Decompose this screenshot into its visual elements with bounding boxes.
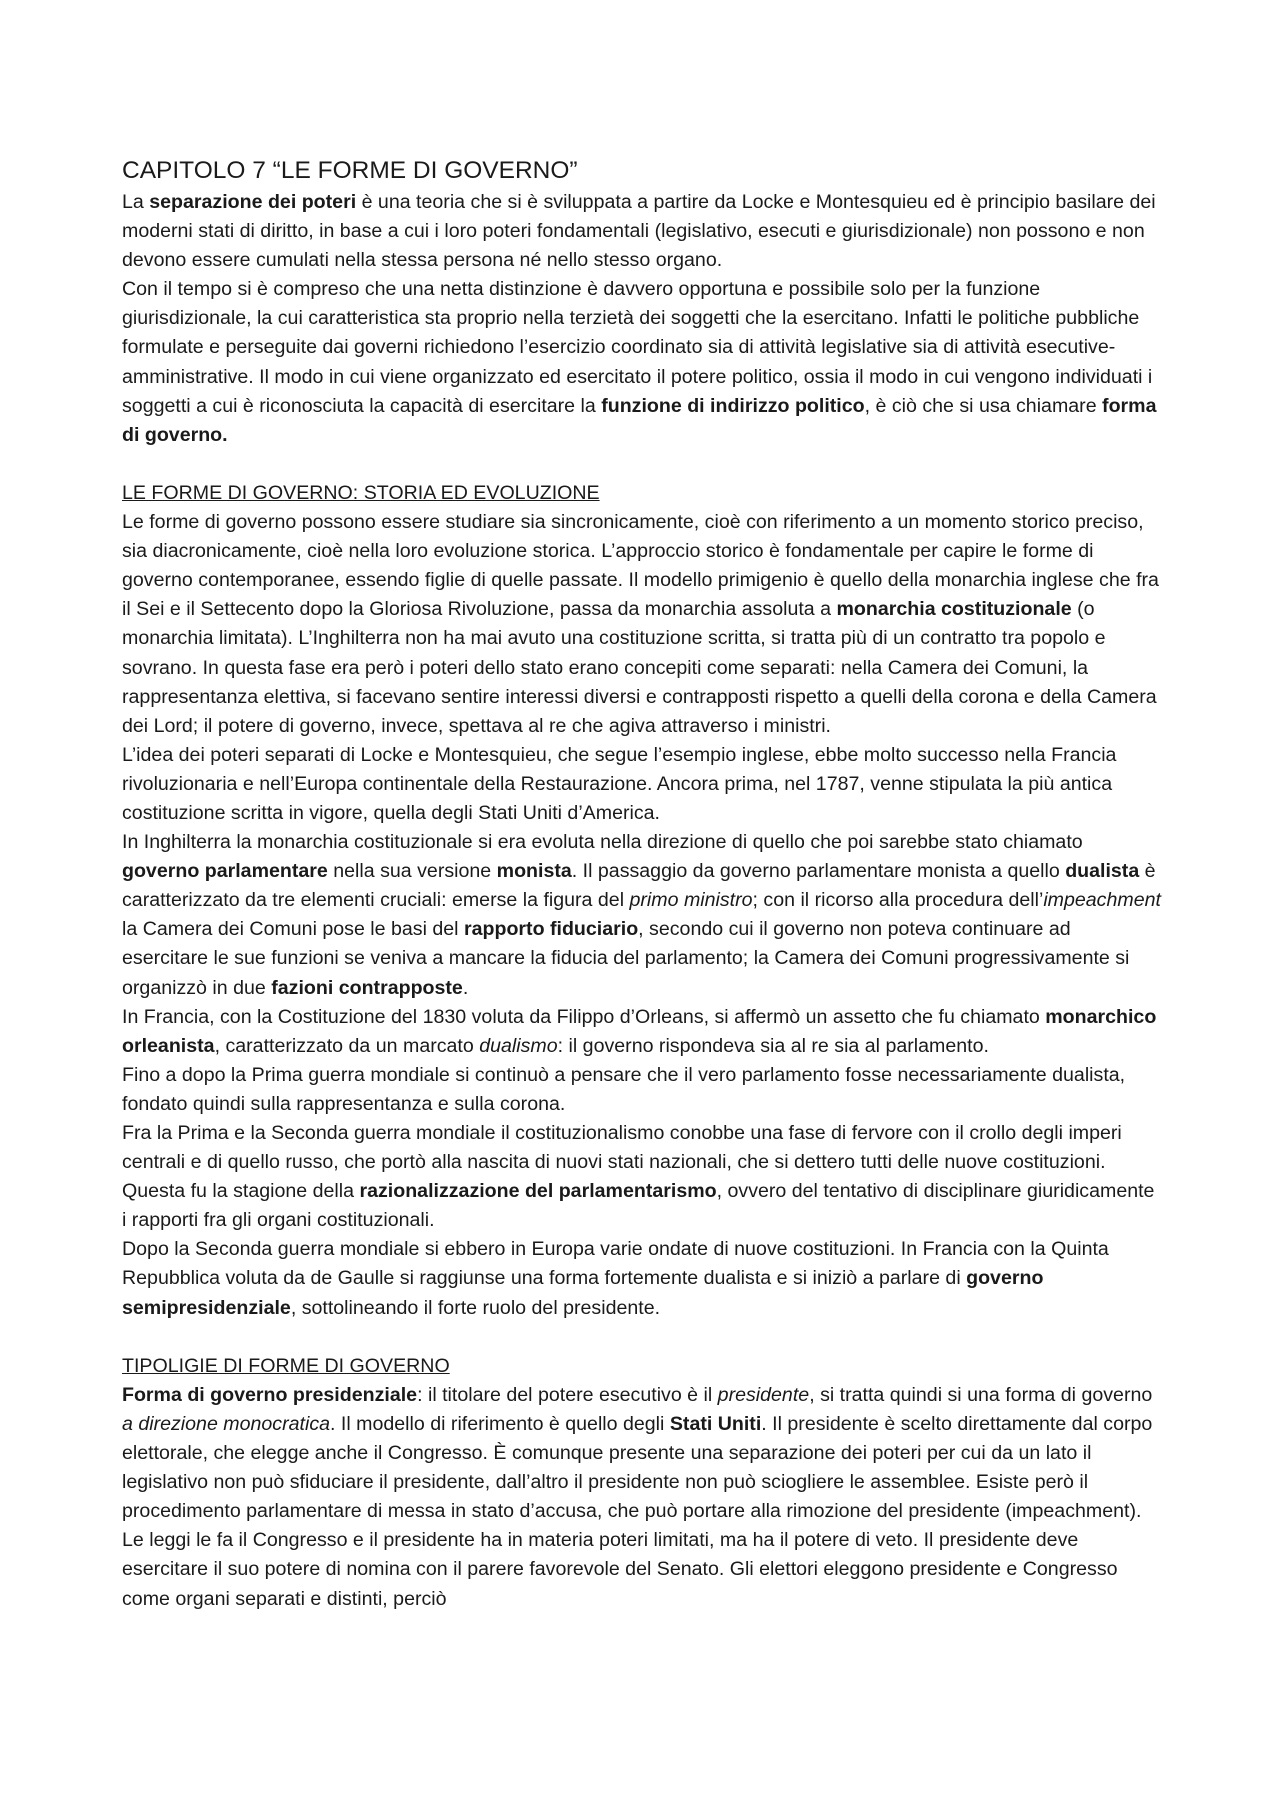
storia-paragraph-6	[122, 1119, 1162, 1235]
text-run: , ovvero del tentativo di disciplinare giuridicamente i rapporti fra gli organi costituzionali.	[122, 1180, 1155, 1232]
bold-term: governo parlamentare	[122, 860, 328, 883]
blank-line	[122, 1323, 1162, 1352]
storia-paragraph-5: Fino a dopo la Prima guerra mondiale si continuò a pensare che il vero parlamento fosse necessariamente dualista, fondato quindi sulla rappresentanza e sulla corona.	[122, 1063, 1126, 1115]
text-run: , caratterizzato da un marcato	[214, 1034, 480, 1057]
italic-term: a direzione monocratica	[122, 1412, 331, 1435]
text-run: . Il passaggio da governo parlamentare monista a quello	[571, 860, 1066, 883]
section-heading-tipologie: TIPOLIGIE DI FORME DI GOVERNO	[122, 1354, 450, 1377]
italic-term: primo ministro	[629, 889, 753, 912]
text-run: , secondo cui il governo non poteva continuare ad esercitare le sue funzioni se veniva a mancare la fiducia del parlamento; la Camera dei Comuni progressivamente si organizzò in due	[122, 918, 1130, 999]
bold-term: razionalizzazione del parlamentarismo	[359, 1180, 717, 1203]
blank-line	[122, 450, 1162, 479]
storia-paragraph-4	[122, 1003, 1162, 1061]
text-run: : il titolare del potere esecutivo è il	[417, 1383, 718, 1406]
bold-term: monarchico orleanista	[122, 1005, 1157, 1057]
text-run: , è ciò che si usa chiamare	[864, 394, 1103, 417]
text-run: , si tratta quindi si una forma di governo	[809, 1383, 1153, 1406]
text-run: la Camera dei Comuni pose le basi del	[122, 918, 464, 941]
text-run: .	[462, 976, 469, 999]
text-run: , sottolineando il forte ruolo del presidente.	[290, 1296, 661, 1319]
bold-term: forma di governo.	[122, 394, 1157, 446]
bold-term: monista	[496, 860, 572, 883]
text-run: : il governo rispondeva sia al re sia al parlamento.	[557, 1034, 989, 1057]
storia-paragraph-2: L’idea dei poteri separati di Locke e Montesquieu, che segue l’esempio inglese, ebbe molto successo nella Francia rivoluzionaria e nell’Europa continentale della Restaurazione. Ancora prima, nel 1787, venne stipulata la più antica costituzione scritta in vigore, quella degli Stati Uniti d’America.	[122, 743, 1117, 824]
bold-term: Stati Uniti	[669, 1412, 762, 1435]
text-run: Le forme di governo possono essere studiare sia sincronicamente, cioè con riferimento a un momento storico preciso, sia diacronicamente, cioè nella loro evoluzione storica. L’approccio storico è fondamentale per capire le forme di governo contemporanee, essendo figlie di quelle passate. Il modello primigenio è quello della monarchia inglese che fra il Sei e il Settecento dopo la Gloriosa Rivoluzione, passa da monarchia assoluta a	[122, 511, 1159, 621]
text-run: ; con il ricorso alla procedura dell’	[752, 889, 1044, 912]
text-run: è caratterizzato da tre elementi cruciali: emerse la figura del	[122, 860, 1156, 912]
document-page	[122, 154, 1162, 1614]
text-run: . Il presidente è scelto direttamente dal corpo elettorale, che elegge anche il Congresso. È comunque presente una separazione dei poteri per cui da un lato il legislativo non può sfiduciare il presidente, dall’altro il presidente non può sciogliere le assemblee. Esiste però il procedimento parlamentare di messa in stato d’accusa, che può portare alla rimozione del presidente (impeachment). Le leggi le fa il Congresso e il presidente ha in materia poteri limitati, ma ha il potere di veto. Il presidente deve esercitare il suo potere di nomina con il parere favorevole del Senato. Gli elettori eleggono presidente e Congresso come organi separati e distinti, perciò	[122, 1412, 1153, 1610]
bold-term: monarchia costituzionale	[836, 598, 1072, 621]
text-run: (o monarchia limitata). L’Inghilterra non ha mai avuto una costituzione scritta, si tratta più di un contratto tra popolo e sovrano. In questa fase era però i poteri dello stato erano concepiti come separati: nella Camera dei Comuni, la rappresentanza elettiva, si facevano sentire interessi diversi e contrapposti rispetto a quelli della corona e della Camera dei Lord; il potere di governo, invece, spettava al re che agiva attraverso i ministri.	[122, 598, 1157, 737]
bold-term: funzione di indirizzo politico	[601, 394, 865, 417]
text-run: La	[122, 191, 150, 213]
section-heading-storia: LE FORME DI GOVERNO: STORIA ED EVOLUZIONE	[122, 481, 600, 504]
storia-paragraph-3	[122, 828, 1162, 1003]
italic-term: impeachment	[1043, 889, 1161, 912]
bold-term: separazione dei poteri	[149, 191, 357, 213]
bold-term: Forma di governo presidenziale	[122, 1383, 418, 1406]
storia-paragraph-1	[122, 508, 1162, 741]
bold-term: dualista	[1065, 860, 1140, 883]
tipologie-paragraph-1	[122, 1381, 1162, 1614]
italic-term: dualismo	[479, 1034, 558, 1057]
chapter-title: CAPITOLO 7 “LE FORME DI GOVERNO”	[122, 157, 578, 184]
text-run: Dopo la Seconda guerra mondiale si ebbero in Europa varie ondate di nuove costituzioni. In Francia con la Quinta Repubblica voluta da de Gaulle si raggiunse una forma fortemente dualista e si iniziò a parlare di	[122, 1238, 1109, 1290]
text-run: Fra la Prima e la Seconda guerra mondiale il costituzionalismo conobbe una fase di fervore con il crollo degli imperi centrali e di quello russo, che portò alla nascita di nuovi stati nazionali, che si dettero tutti delle nuove costituzioni. Questa fu la stagione della	[122, 1122, 1122, 1203]
text-run: nella sua versione	[327, 860, 497, 883]
bold-term: governo semipresidenziale	[122, 1267, 1044, 1319]
intro-paragraph-2	[122, 275, 1162, 450]
text-run: In Francia, con la Costituzione del 1830 voluta da Filippo d’Orleans, si affermò un assetto che fu chiamato	[122, 1005, 1046, 1028]
text-run: è una teoria che si è sviluppata a partire da Locke e Montesquieu ed è principio basilare dei moderni stati di diritto, in base a cui i loro poteri fondamentali (legislativo, esecuti e giurisdizionale) non possono e non devono essere cumulati nella stessa persona né nello stesso organo.	[122, 191, 1156, 272]
text-run: Con il tempo si è compreso che una netta distinzione è davvero opportuna e possibile solo per la funzione giurisdizionale, la cui caratteristica sta proprio nella terzietà dei soggetti che la esercitano. Infatti le politiche pubbliche formulate e perseguite dai governi richiedono l’esercizio coordinato sia di attività legislative sia di attività esecutive-amministrative. Il modo in cui viene organizzato ed esercitato il potere politico, ossia il modo in cui vengono individuati i soggetti a cui è riconosciuta la capacità di esercitare la	[122, 278, 1153, 417]
storia-paragraph-7	[122, 1235, 1162, 1322]
bold-term: fazioni contrapposte	[271, 976, 463, 999]
intro-paragraph-1	[122, 188, 1162, 275]
bold-term: rapporto fiduciario	[463, 918, 639, 941]
text-run: In Inghilterra la monarchia costituzionale si era evoluta nella direzione di quello che poi sarebbe stato chiamato	[122, 831, 1083, 854]
text-run: . Il modello di riferimento è quello degli	[330, 1412, 670, 1435]
italic-term: presidente	[717, 1383, 810, 1406]
